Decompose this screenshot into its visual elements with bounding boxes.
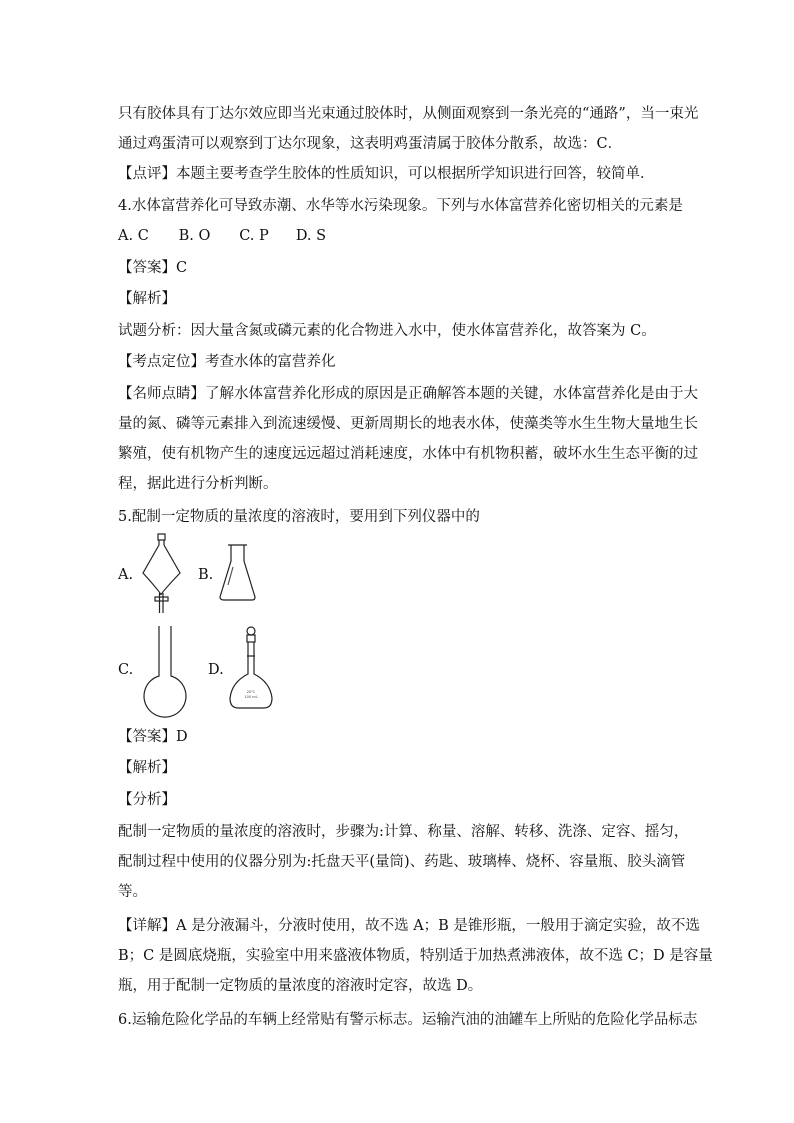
erlenmeyer-flask-icon bbox=[218, 545, 258, 601]
q4-options bbox=[118, 226, 678, 246]
q5-stem: 5.配制一定物质的量浓度的溶液时，要用到下列仪器中的 bbox=[118, 509, 480, 525]
intro-line-1: 只有胶体具有丁达尔效应即当光束通过胶体时，从侧面观察到一条光亮的“通路”，当一束光 bbox=[118, 106, 699, 122]
q5-xiangjie-2: B；C 是圆底烧瓶，实验室中用来盛液体物质，特别适于加热煮沸液体，故不选 C；D 是容量 bbox=[118, 948, 713, 964]
q5-label-b: B. bbox=[198, 567, 214, 583]
q4-option-d: D. S bbox=[295, 228, 327, 244]
q4-mingshi-4: 程，据此进行分析判断。 bbox=[118, 476, 278, 492]
q5-label-c: C. bbox=[118, 662, 134, 678]
q5-xiangjie-1: 【详解】A 是分液漏斗，分液时使用，故不选 A；B 是锥形瓶，一般用于滴定实验，故不选 bbox=[118, 918, 700, 934]
flask-mark-temp: 20℃ bbox=[246, 690, 256, 694]
q5-analysis-heading: 【解析】 bbox=[118, 760, 176, 776]
q5-label-a: A. bbox=[118, 567, 134, 583]
q5-answer: 【答案】D bbox=[118, 729, 188, 745]
q4-mingshi-3: 繁殖，使有机物产生的速度远远超过消耗速度，水体中有机物积蓄，破坏水生生态平衡的过 bbox=[118, 446, 698, 462]
q5-xiangjie-3: 瓶，用于配制一定物质的量浓度的溶液时定容，故选 D。 bbox=[118, 978, 483, 994]
q4-answer: 【答案】C bbox=[118, 260, 188, 276]
flask-mark-volume: 100 mL bbox=[244, 695, 258, 699]
q4-option-b: B. O bbox=[178, 228, 211, 244]
round-bottom-flask-icon bbox=[142, 626, 188, 712]
q4-stem: 4.水体富营养化可导致赤潮、水华等水污染现象。下列与水体富营养化密切相关的元素是 bbox=[118, 198, 683, 214]
q5-fenxi-1: 配制一定物质的量浓度的溶液时，步骤为:计算、称量、溶解、转移、洗涤、定容、摇匀， bbox=[118, 824, 689, 840]
q4-analysis: 试题分析：因大量含氮或磷元素的化合物进入水中，使水体富营养化，故答案为 C。 bbox=[118, 323, 656, 339]
q6-stem: 6.运输危险化学品的车辆上经常贴有警示标志。运输汽油的油罐车上所贴的危险化学品标志 bbox=[118, 1012, 698, 1028]
q4-option-a: A. C bbox=[118, 228, 149, 244]
intro-comment: 【点评】本题主要考查学生胶体的性质知识，可以根据所学知识进行回答，较简单． bbox=[118, 166, 655, 182]
q4-mingshi-1: 【名师点睛】了解水体富营养化形成的原因是正确解答本题的关键，水体富营养化是由于大 bbox=[118, 386, 698, 402]
q5-fenxi-2: 配制过程中使用的仪器分别为:托盘天平(量筒)、药匙、玻璃棒、烧杯、容量瓶、胶头滴管 bbox=[118, 854, 686, 870]
q4-mingshi-2: 量的氮、磷等元素排入到流速缓慢、更新周期长的地表水体，使藻类等水生生物大量地生长 bbox=[118, 416, 698, 432]
q5-fenxi-3: 等。 bbox=[118, 884, 147, 900]
separatory-funnel-icon bbox=[140, 533, 184, 613]
q5-fenxi-heading: 【分析】 bbox=[118, 792, 176, 808]
q4-analysis-heading: 【解析】 bbox=[118, 291, 176, 307]
flask-mark bbox=[238, 690, 264, 700]
q4-option-c: C. P bbox=[239, 228, 269, 244]
q5-label-d: D. bbox=[208, 662, 224, 678]
intro-line-2: 通过鸡蛋清可以观察到丁达尔现象，这表明鸡蛋清属于胶体分散系，故选：C． bbox=[118, 136, 623, 152]
q4-kaodian: 【考点定位】考查水体的富营养化 bbox=[118, 354, 336, 370]
